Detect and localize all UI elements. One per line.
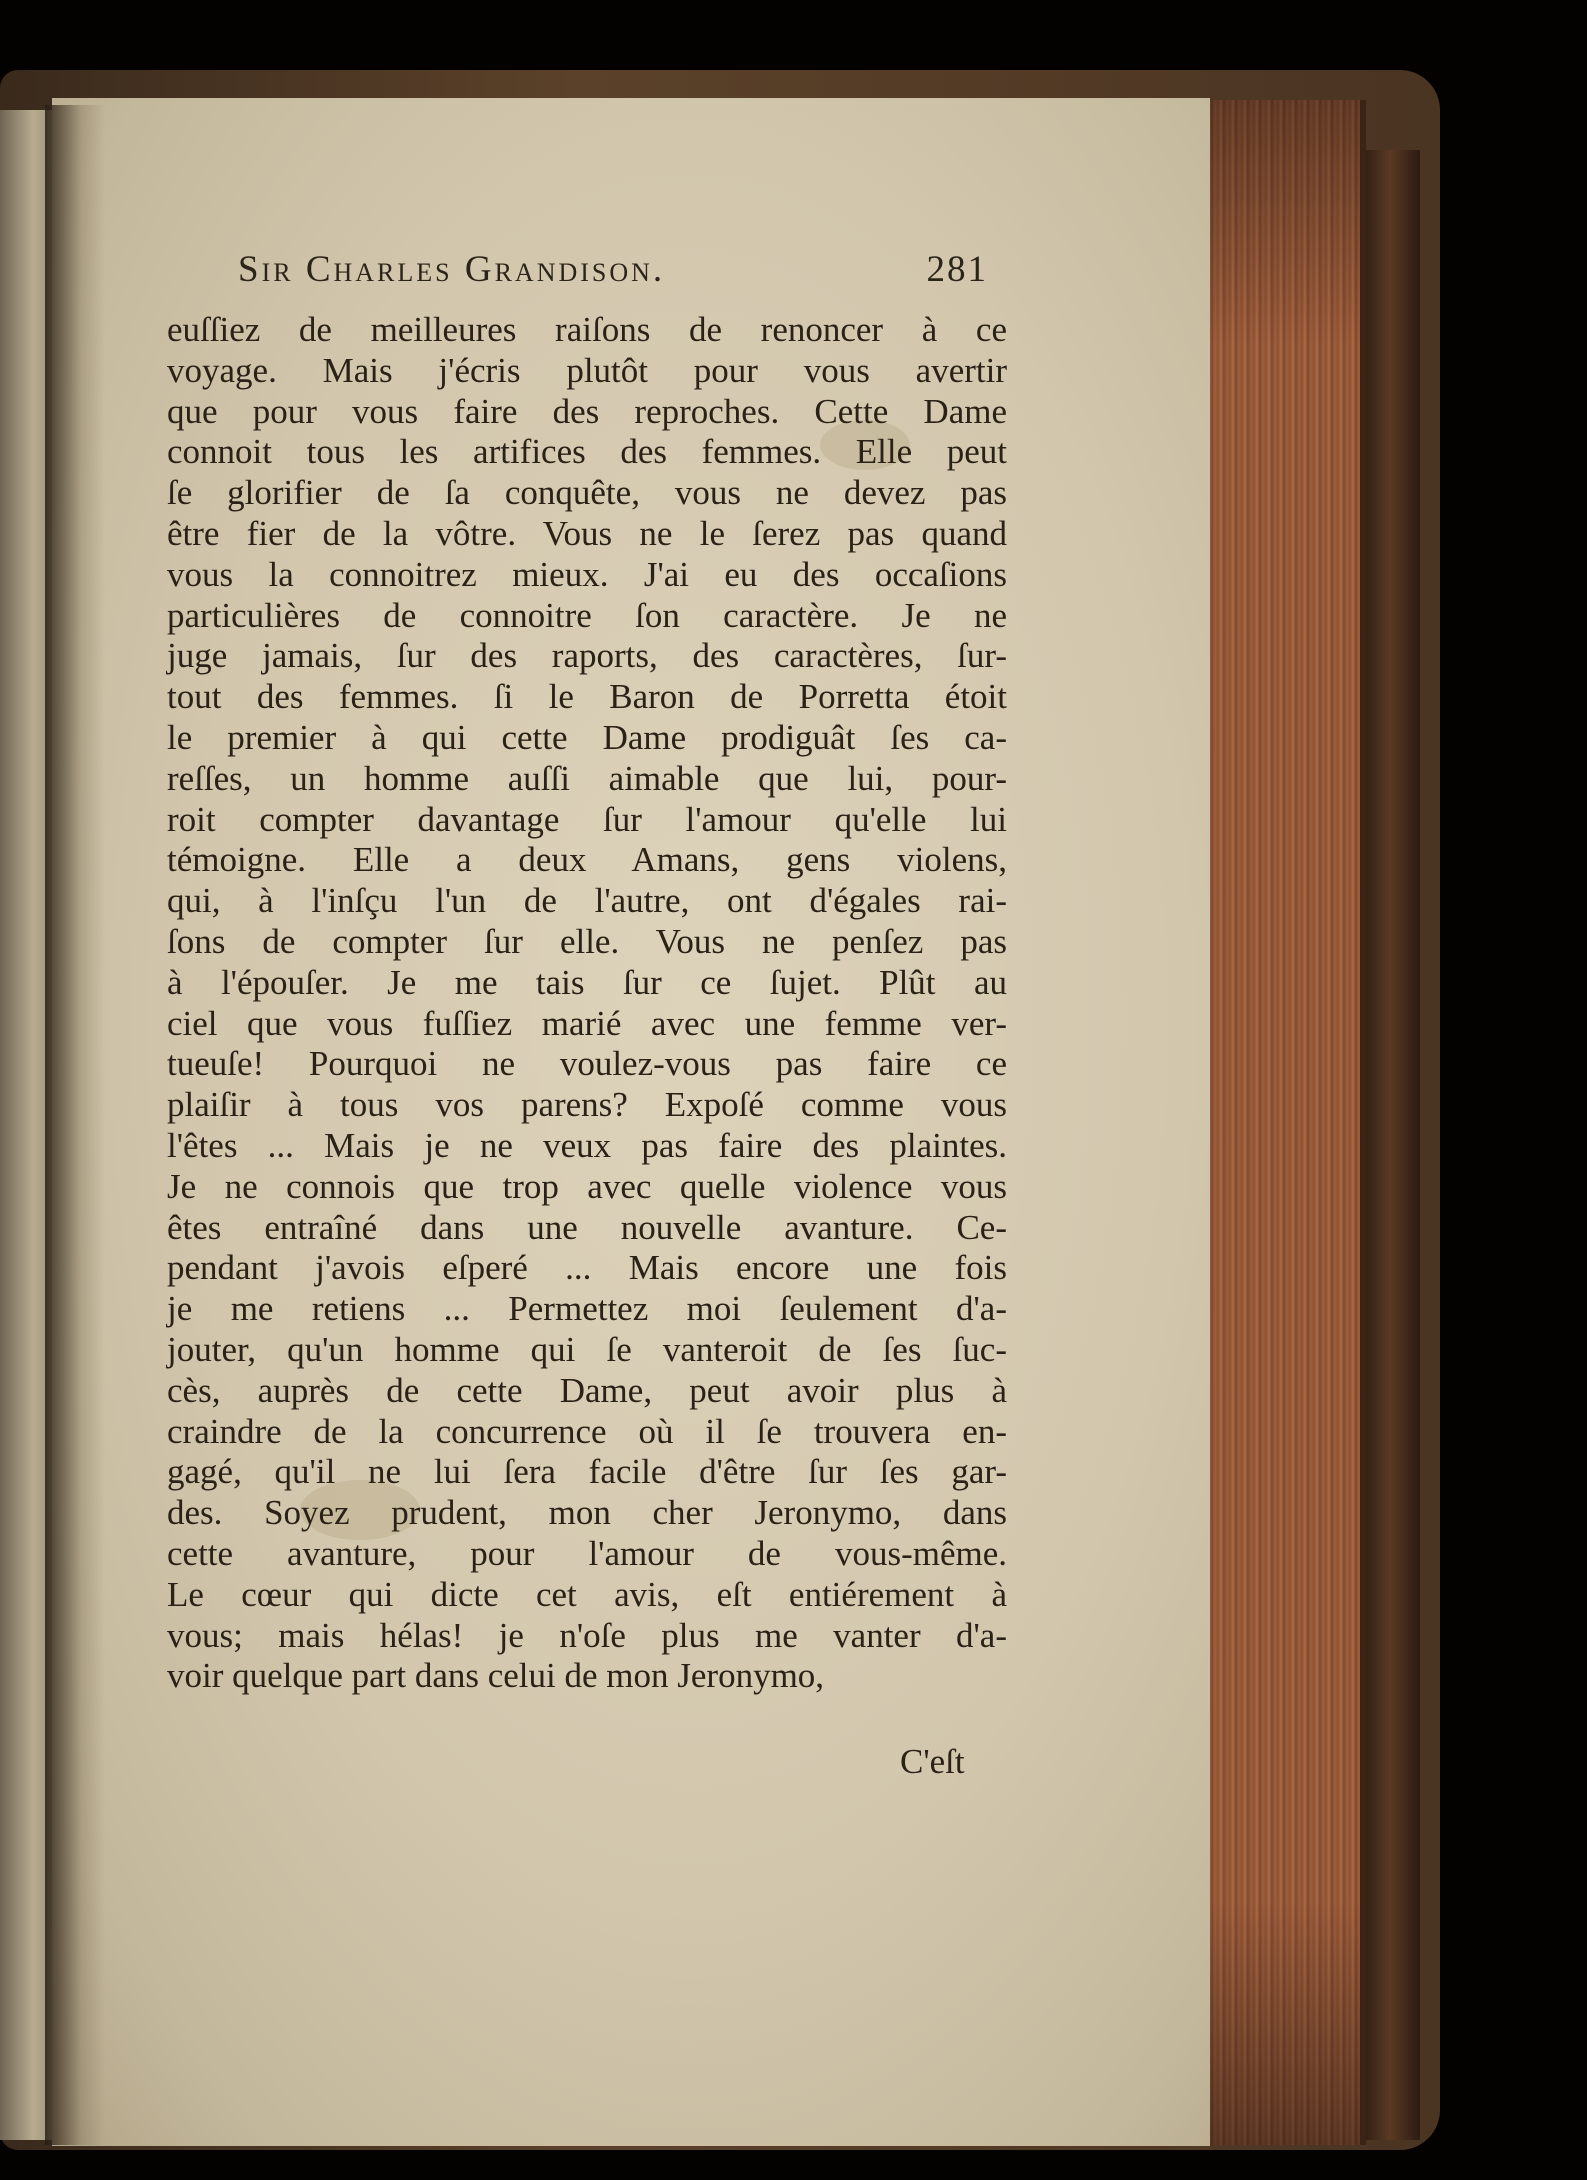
text-line: particulières de connoitre ſon caractère. Je ne — [167, 595, 1007, 635]
body-text — [167, 310, 1007, 1697]
running-head — [238, 248, 988, 298]
text-line: cès, auprès de cette Dame, peut avoir plus à — [167, 1370, 1007, 1410]
text-line: l'êtes ... Mais je ne veux pas faire des plaintes. — [167, 1125, 1007, 1165]
text-line: plaiſir à tous vos parens? Expoſé comme vous — [167, 1085, 1007, 1125]
gutter-shadow — [45, 105, 105, 2145]
fore-edge-shadow — [1200, 100, 1360, 2145]
text-line: tout des femmes. ſi le Baron de Porretta étoit — [167, 677, 1007, 717]
text-line: des. Soyez prudent, mon cher Jeronymo, dans — [167, 1493, 1007, 1533]
text-line: voir quelque part dans celui de mon Jeronymo, — [167, 1656, 825, 1696]
text-line: ciel que vous fuſſiez marié avec une femme ver- — [167, 1003, 1007, 1043]
text-line: témoigne. Elle a deux Amans, gens violens, — [167, 840, 1007, 880]
text-line: être fier de la vôtre. Vous ne le ſerez pas quand — [167, 513, 1007, 553]
text-line: vous; mais hélas! je n'oſe plus me vanter d'a- — [167, 1615, 1007, 1655]
text-line: qui, à l'inſçu l'un de l'autre, ont d'égales rai- — [167, 881, 1007, 921]
text-line: voyage. Mais j'écris plutôt pour vous avertir — [167, 350, 1007, 390]
page-number: 281 — [926, 249, 988, 290]
text-line: pendant j'avois eſperé ... Mais encore une fois — [167, 1248, 1007, 1288]
text-line: je me retiens ... Permettez moi ſeulement d'a- — [167, 1289, 1007, 1329]
text-line: vous la connoitrez mieux. J'ai eu des occaſions — [167, 554, 1007, 594]
text-line: reſſes, un homme auſſi aimable que lui, pour- — [167, 758, 1007, 798]
text-line: gagé, qu'il ne lui ſera facile d'être ſur ſes gar- — [167, 1452, 1007, 1492]
text-line: à l'épouſer. Je me tais ſur ce ſujet. Plût au — [167, 962, 1007, 1002]
text-line: roit compter davantage ſur l'amour qu'elle lui — [167, 799, 1007, 839]
text-line: juge jamais, ſur des raports, des caractères, ſur- — [167, 636, 1007, 676]
cover-edge — [1360, 150, 1420, 2140]
text-line: tueuſe! Pourquoi ne voulez-vous pas faire ce — [167, 1044, 1007, 1084]
text-line: jouter, qu'un homme qui ſe vanteroit de ſes ſuc- — [167, 1329, 1007, 1369]
text-line: que pour vous faire des reproches. Cette Dame — [167, 391, 1007, 431]
text-line: craindre de la concurrence où il ſe trouvera en- — [167, 1411, 1007, 1451]
text-line: euſſiez de meilleures raiſons de renoncer à ce — [167, 310, 1007, 349]
text-line: le premier à qui cette Dame prodiguât ſes ca- — [167, 717, 1007, 757]
text-line: cette avanture, pour l'amour de vous-même. — [167, 1533, 1007, 1573]
catchword: C'eſt — [900, 1742, 965, 1781]
text-line: êtes entraîné dans une nouvelle avanture. Ce- — [167, 1207, 1007, 1247]
text-line: ſe glorifier de ſa conquête, vous ne devez pas — [167, 473, 1007, 513]
running-title: Sir Charles Grandison. — [238, 249, 666, 290]
text-line: Le cœur qui dicte cet avis, eſt entiérement à — [167, 1574, 1007, 1614]
text-line: ſons de compter ſur elle. Vous ne penſez pas — [167, 921, 1007, 961]
text-line: Je ne connois que trop avec quelle violence vous — [167, 1166, 1007, 1206]
text-line: connoit tous les artifices des femmes. Elle peut — [167, 432, 1007, 472]
